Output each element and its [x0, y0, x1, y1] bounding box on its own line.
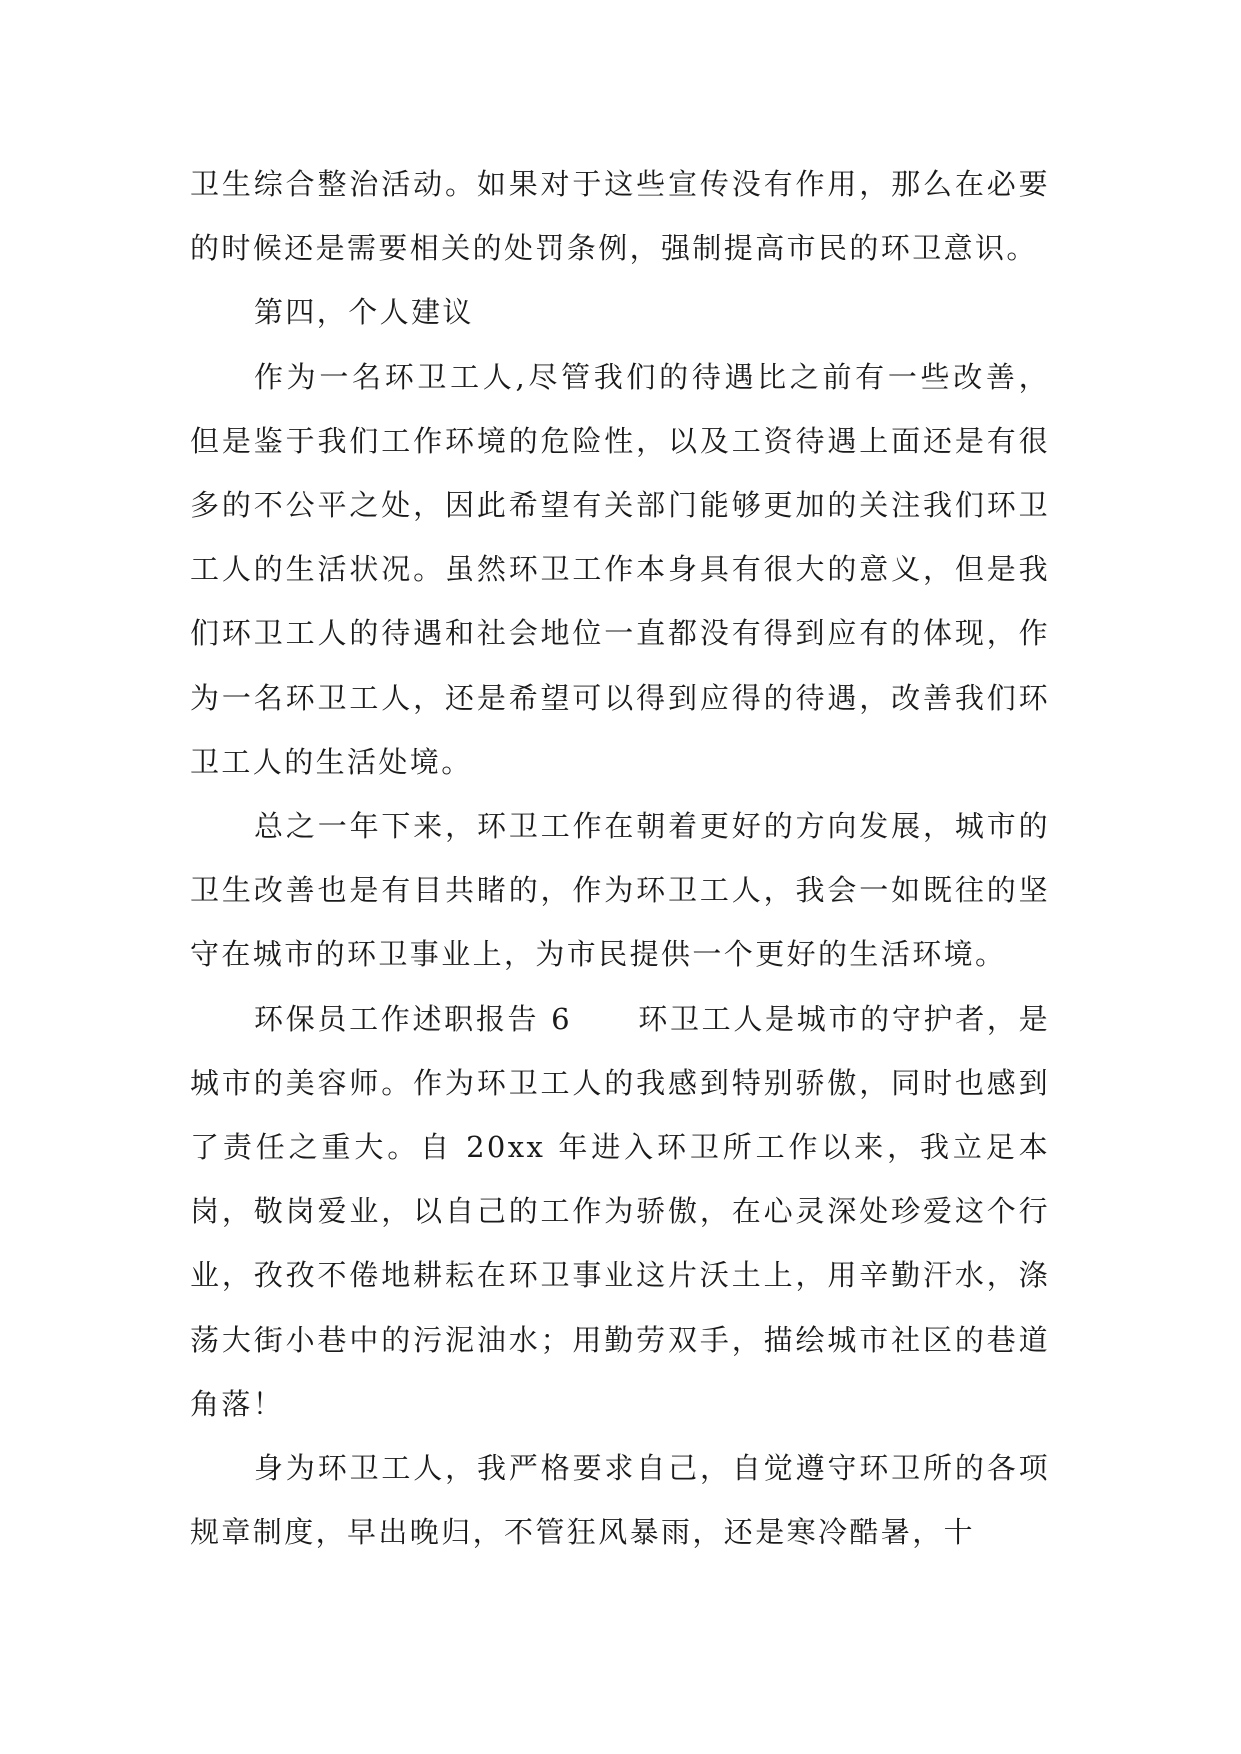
report-6-body: 环卫工人是城市的守护者，是城市的美容师。作为环卫工人的我感到特别骄傲，同时也感到了责任之重大。自 20xx 年进入环卫所工作以来，我立足本岗，敬岗爱业，以自己的工作为骄傲，在心灵深处珍爱这个行业，孜孜不倦地耕耘在环卫事业这片沃土上，用辛勤汗水，涤荡大街小巷中的污泥油水；用勤劳双手，描绘城市社区的巷道角落！ [190, 1001, 1050, 1421]
document-body [190, 152, 1050, 1564]
paragraph-report-6 [190, 987, 1050, 1436]
paragraph-self-discipline: 身为环卫工人，我严格要求自己，自觉遵守环卫所的各项规章制度，早出晚归，不管狂风暴雨，还是寒冷酷暑，十 [190, 1451, 1050, 1550]
paragraph-sanitation-campaign: 卫生综合整治活动。如果对于这些宣传没有作用，那么在必要的时候还是需要相关的处罚条例，强制提高市民的环卫意识。 [190, 167, 1050, 266]
section-heading-personal-suggestions: 第四，个人建议 [254, 295, 474, 330]
paragraph-personal-suggestions: 作为一名环卫工人,尽管我们的待遇比之前有一些改善，但是鉴于我们工作环境的危险性，以及工资待遇上面还是有很多的不公平之处，因此希望有关部门能够更加的关注我们环卫工人的生活状况。虽然环卫工作本身具有很大的意义，但是我们环卫工人的待遇和社会地位一直都没有得到应有的体现，作为一名环卫工人，还是希望可以得到应得的待遇，改善我们环卫工人的生活处境。 [190, 359, 1050, 779]
paragraph-year-summary: 总之一年下来，环卫工作在朝着更好的方向发展，城市的卫生改善也是有目共睹的，作为环卫工人，我会一如既往的坚守在城市的环卫事业上，为市民提供一个更好的生活环境。 [190, 809, 1050, 972]
report-heading: 环保员工作述职报告 6 [254, 1001, 572, 1036]
